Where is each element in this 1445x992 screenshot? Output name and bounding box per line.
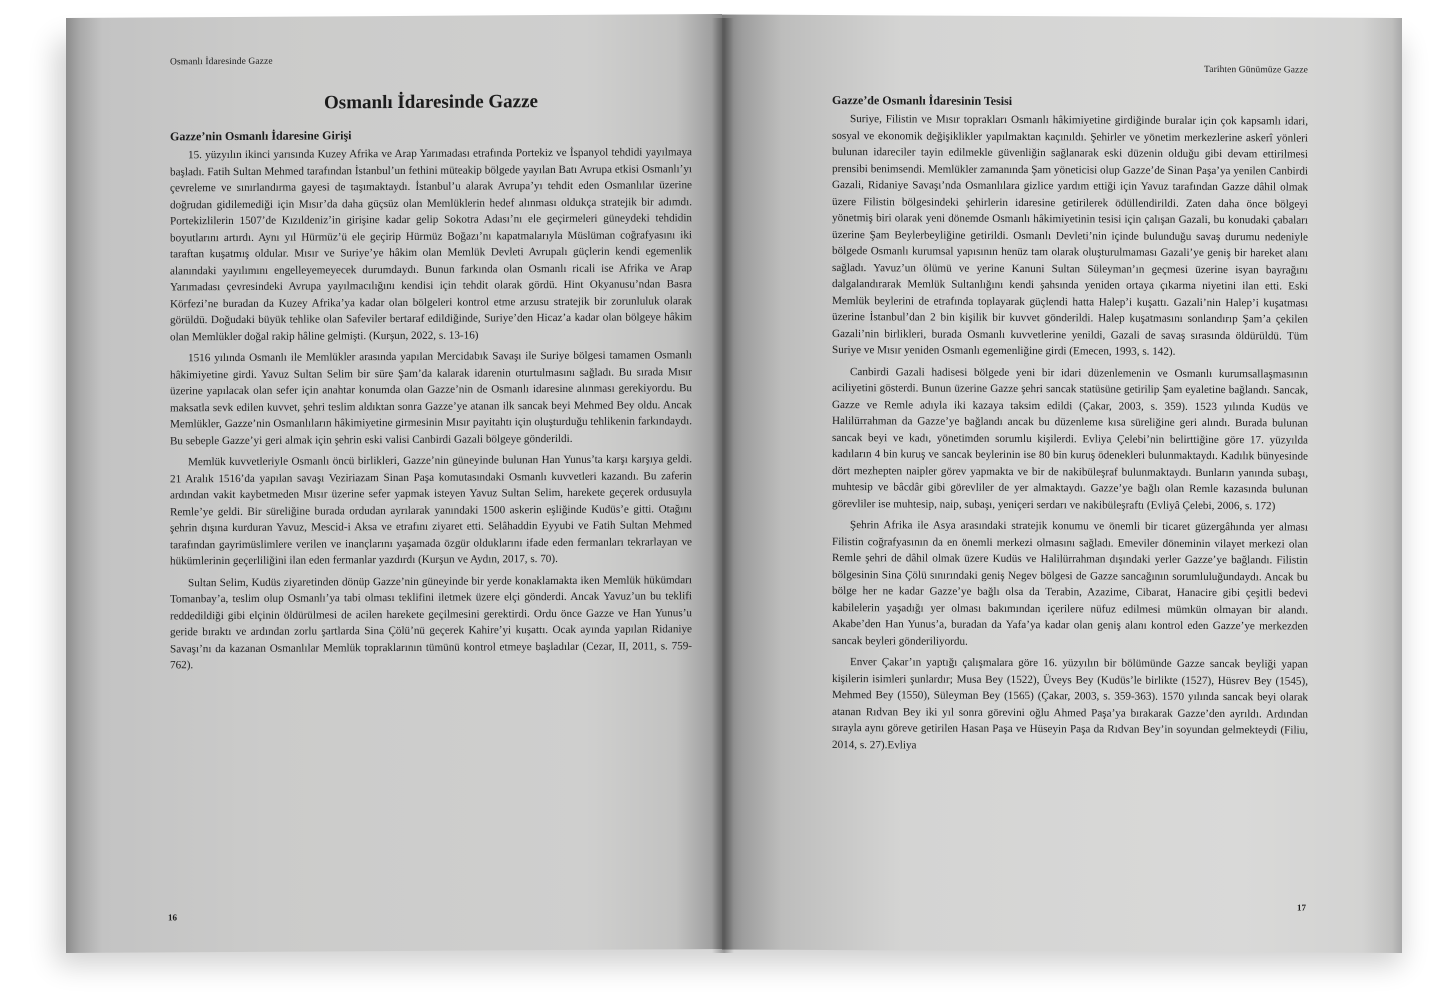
right-page-number: 17 bbox=[1297, 902, 1306, 913]
left-paragraph-4: Sultan Selim, Kudüs ziyaretinden dönüp Gazze’nin güneyinde bir yerde konaklamakta iken Memlük hükümdarı Tomanbay’a, teslim olup Osmanlı’ya tabi olması teklifini iletmek üzere elçi gönderdi. Ancak Yavuz’un bu teklifi reddedildiği gibi elçinin öldürülmesi de acilen harekete geçilmesini gerektirdi. Ordu önce Gazze ve Han Yunus’u geride bıraktı ve ardından zorlu şartlarda Sina Çölü’nü geçerek Kahire’yi kuşattı. Ocak ayında yapılan Ridaniye Savaşı’nı da kazanan Osmanlılar Memlük topraklarının tümünü kontrol etmeye başladılar (Cezar, II, 2011, s. 759-762). bbox=[170, 573, 692, 672]
right-paragraph-4: Enver Çakar’ın yaptığı çalışmalara göre 16. yüzyılın bir bölümünde Gazze sancak beyliği yapan kişilerin isimleri şunlardır; Musa Bey (1522), Üveys Bey (Kudüs’le birlikte (1527), Hüsrev Bey (1545), Mehmed Bey (1550), Süleyman Bey (1565) (Çakar, 2003, s. 359-363). 1570 yılında sancak beyi olarak atanan Rıdvan Bey iki yıl sonra görevini oğlu Ahmed Paşa’ya bırakarak Gazze’den ayrıldı. Ardından sırayla aynı göreve getirilen Hasan Paşa ve Hüseyin Paşa da Rıdvan Bey’in soyundan gelmekteydi (Filiu, 2014, s. 27).Evliya bbox=[832, 656, 1308, 751]
left-section-heading: Gazze’nin Osmanlı İdaresine Girişi bbox=[170, 128, 352, 144]
chapter-title: Osmanlı İdaresinde Gazze bbox=[324, 91, 538, 114]
left-page bbox=[66, 14, 722, 953]
left-running-head: Osmanlı İdaresinde Gazze bbox=[170, 56, 273, 68]
right-paragraph-3: Şehrin Afrika ile Asya arasındaki stratejik konumu ve önemli bir ticaret güzergâhında yer alması Filistin coğrafyasının da en önemli merkezi olmasını sağladı. Emeviler döneminin vilayet merkezi olan Remle şehri de dâhil olmak üzere Kudüs ve Halilürrahman dışındaki yerler Gazze’ye bağlandı. Filistin bölgesinin Sina Çölü sınırındaki geniş Negev bölgesi de Gazze sancağının sorumluluğundaydı. Ancak bu bölge her ne kadar Gazze’ye bağlı olsa da Terabin, Azazime, Cibarat, Hanacire gibi çeşitli bedevi kabilelerin yaşadığı yer olması bakımından içerilere nüfuz edilmesi mümkün olmayan bir alandı. Akabe’den Han Yunus’a, buradan da Yafa’ya kadar olan geniş alanı kontrol eden Gazze’ye merkezden sancak beyleri gönderiliyordu. bbox=[832, 519, 1308, 648]
left-paragraph-2: 1516 yılında Osmanlı ile Memlükler arasında yapılan Mercidabık Savaşı ile Suriye bölgesi tamamen Osmanlı hâkimiyetine girdi. Yavuz Sultan Selim bir süre Şam’da kalarak idarenin oturtulmasını sağladı. Bu sırada Mısır üzerine yapılacak olan sefer için anahtar konumda olan Gazze’nin de Osmanlı idaresine alınması gerekiyordu. Bu maksatla sevk edilen kuvvet, şehri teslim aldıktan sonra Gazze’ye atanan ilk sancak beyi Mehmed Bey oldu. Ancak Memlükler, Gazze’nin Osmanlıların hâkimiyetine girmesinin Mısır payitahtı için oluşturduğu tehlikenin farkındaydı. Bu sebeple Gazze’yi geri almak için şehrin eski valisi Canbirdi Gazali bölgeye gönderildi. bbox=[170, 349, 692, 447]
left-paragraph-1: 15. yüzyılın ikinci yarısında Kuzey Afrika ve Arap Yarımadası etrafında Portekiz ve İspanyol tehdidi yayılmaya başladı. Fatih Sultan Mehmed tarafından İstanbul’un fethini müteakip bölgede yayılan Batı Avrupa etkisi Osmanlı’yı çevreleme ve sınırlandırma gayesi de taşımaktaydı. İstanbul’u alarak Avrupa’yı tehdit eden Osmanlılar üzerine doğrudan gidilemediği için Mısır’da daha güçsüz olan Memlüklerin hedef alınması oldukça stratejik bir adımdı. Portekizlilerin 1507’de Kızıldeniz’in girişine kadar gelip Sokotra Adası’nı ele geçirmeleri güneydeki tehdidin boyutlarını artırdı. Aynı yıl Hürmüz’ü ele geçirip Hürmüz Boğazı’nı kapatmalarıyla Müslüman coğrafyasını iki taraftan kuşatmış oldular. Mısır ve Suriye’ye hâkim olan Memlük Devleti Avrupalı güçlerin kendi egemenlik alanındaki yayılımını engelleyemeyecek durumdaydı. Bunun farkında olan Osmanlı ricali ise Afrika ve Arap Yarımadası çevresindeki Avrupa yayılmacılığını kendisi için tehdit olarak gördü. Hint Okyanusu’ndan Basra Körfezi’ne buradan da Kuzey Afrika’ya kadar olan bölgeleri kontrol etme arzusu stratejik bir zorunluluk olarak görüldü. Doğudaki büyük tehlike olan Safeviler bertaraf edildiğinde, Suriye’den Hicaz’a kadar olan bölgeye hâkim olan Memlükler doğal rakip hâline gelmişti. (Kurşun, 2022, s. 13-16) bbox=[170, 146, 692, 343]
right-page-text-block bbox=[832, 63, 1308, 760]
left-page-number: 16 bbox=[168, 912, 177, 923]
right-paragraph-1: Suriye, Filistin ve Mısır toprakları Osmanlı hâkimiyetine girdiğinde buralar için çok kapsamlı idari, sosyal ve ekonomik değişiklikler yapılmaktan kaçınıldı. Şehirler ve yönetim merkezlerine askerî yönleri bulunan idareciler tayin edilmekle güvenliğin sağlanarak eski düzenin olduğu gibi devam ettirilmesi prensibi benimsendi. Memlükler zamanında Şam yöneticisi olup Gazze’de Sinan Paşa’ya yenilen Canbirdi Gazali, Ridaniye Savaşı’nda Osmanlılara gizlice yardım ettiği için Yavuz tarafından Gazze dâhil olmak üzere Filistin bölgesindeki şehirlerin idaresine getirilerek ödüllendirildi. Zaten daha önce bölgeyi yönetmiş biri olarak yeni dönemde Osmanlı hâkimiyetinin tesisi için çalışan Gazali, bu konudaki çabaları üzerine Şam Beylerbeyliğine getirildi. Osmanlı Devleti’nin içinde bulunduğu savaş durumu nedeniyle bölgede Osmanlı kurumsal yapısının henüz tam olarak oluşturulmaması Gazali’ye geniş bir hareket alanı sağladı. Yavuz’un ölümü ve yerine Kanuni Sultan Süleyman’ın geçmesi üzerine isyan bayrağını dalgalandırarak Memlük Sultanlığını kendi şahsında yeniden ortaya çıkarma niyetini ilan etti. Eski Memlük beylerini de etrafında toplayarak güçlendi hatta Halep’i kuşattı. Gazali’nin Halep’i kuşatması üzerine İstanbul’dan 2 bin kişilik bir kuvvet gönderildi. Halep kuşatmasını sonlandırıp Şam’a çekilen Gazali’nin birlikleri, burada Osmanlı kuvvetlerine yenildi, Gazali de savaş sırasında öldürüldü. Tüm Suriye ve Mısır yeniden Osmanlı egemenliğine girdi (Emecen, 1993, s. 142). bbox=[832, 113, 1308, 358]
left-page-text-block bbox=[170, 54, 692, 679]
left-paragraph-3: Memlük kuvvetleriyle Osmanlı öncü birlikleri, Gazze’nin güneyinde bulunan Han Yunus’ta karşı karşıya geldi. 21 Aralık 1516’da yapılan savaşı Veziriazam Sinan Paşa komutasındaki Osmanlı kuvvetleri kazandı. Bu zaferin ardından vakit kaybetmeden Mısır üzerine sefer yapmak isteyen Yavuz Sultan Selim, harekete geçerek ordusuyla Remle’ye geldi. Bir süreliğine burada ordudan ayrılarak yanındaki 1500 askerin eşliğinde Kudüs’e gitti. Otağını şehrin dışına kurduran Yavuz, Mescid-i Aksa ve etrafını ziyaret etti. Selâhaddin Eyyubi ve Fatih Sultan Mehmed tarafından gayrimüslimlere verilen ve inançlarını yaşamada özgür olduklarını ifade eden fermanları tekrarlayan ve hükümlerinin geçerliliğini ilan eden fermanlar yazdırdı (Kurşun ve Aydın, 2017, s. 70). bbox=[170, 453, 692, 568]
right-section-heading: Gazze’de Osmanlı İdaresinin Tesisi bbox=[832, 93, 1013, 108]
right-paragraph-2: Canbirdi Gazali hadisesi bölgede yeni bir idari düzenlemenin ve Osmanlı kurumsallaşmasının aciliyetini gösterdi. Bunun üzerine Gazze şehri sancak statüsüne getirilip Şam eyaletine bağlandı. Sancak, Gazze ve Remle adıyla iki kazaya taksim edildi (Çakar, 2003, s. 359). 1523 yılında Kudüs ve Halilürrahman da Gazze’ye bağlandı ancak bu düzenleme kısa süreliğine geri alındı. Burada bulunan sancak beyi ve kadı, yönetimden sorumlu kişilerdi. Evliya Çelebi’nin belirttiğine göre 17. yüzyılda kadıların 4 bin kuruş ve sancak beylerinin ise 80 bin kuruş ödenekleri bulunmaktaydı. Kadılık bünyesinde dört mezhepten naipler görev yapmakta ve bir de nakibüleşraf bulunmaktaydı. Bunların yanında subaşı, muhtesip ve bâcdâr gibi görevliler de yer almaktaydı. Gazze’ye bağlı olan Remle kazasında bulunan görevliler ise muhtesip, naip, subaşı, yeniçeri serdarı ve nakibüleşraftı (Evliyâ Çelebi, 2006, s. 172) bbox=[832, 365, 1308, 512]
book-spine-gutter bbox=[712, 18, 734, 953]
right-page bbox=[722, 14, 1402, 953]
right-running-head: Tarihten Günümüze Gazze bbox=[1204, 64, 1308, 76]
